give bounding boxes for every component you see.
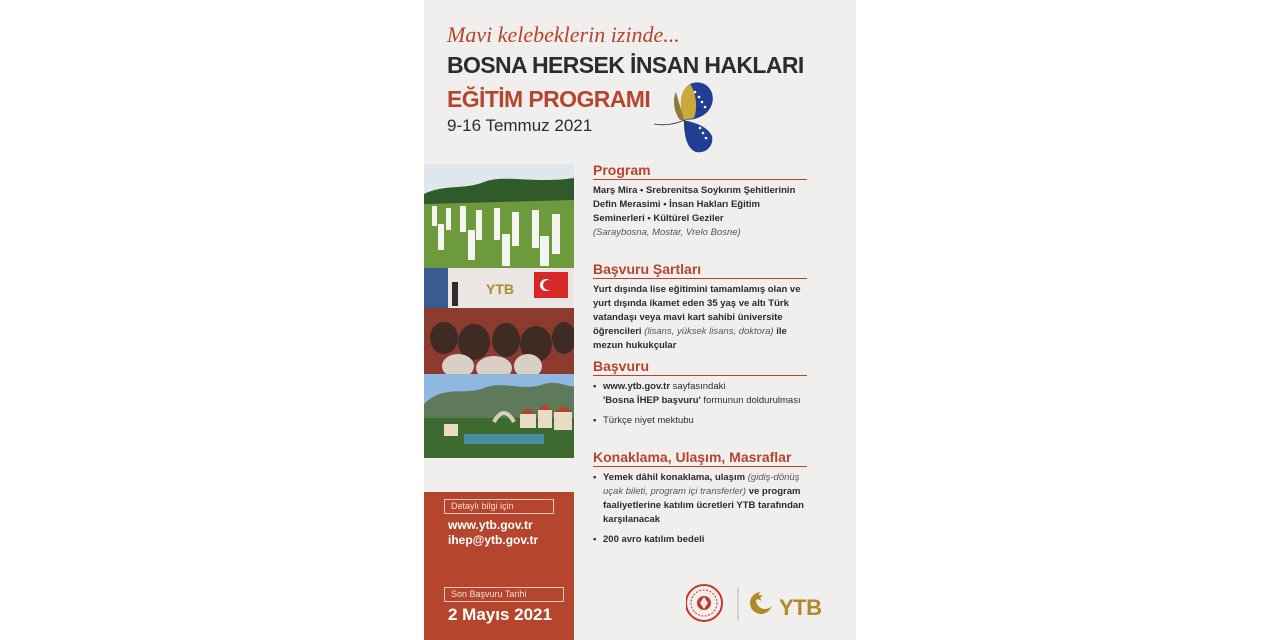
accommodation-text-a: Yemek dâhil konaklama, ulaşım (603, 472, 748, 483)
ytb-crescent-logo (750, 591, 774, 614)
list-item (593, 414, 807, 428)
deadline-label: Son Başvuru Tarihi (444, 587, 564, 602)
accommodation-section (593, 449, 807, 553)
application-text-2: formunun doldurulması (700, 395, 801, 406)
application-text-1: sayfasındaki (670, 381, 726, 392)
list-item (593, 471, 807, 527)
participation-fee: 200 avro katılım bedeli (603, 534, 705, 545)
program-items: Marş Mira • Srebrenitsa Soykırım Şehitlerinin Defin Merasimi • İnsan Hakları Eğitim Seminerleri • Kültürel Geziler (593, 185, 796, 224)
memorial-photo (424, 164, 574, 268)
photo-column (424, 164, 574, 640)
accommodation-text-b: ve program faaliyetlerine katılım ücretleri YTB tarafından karşılanacak (603, 486, 804, 525)
email-link[interactable]: ihep@ytb.gov.tr (448, 533, 539, 547)
website-link[interactable]: www.ytb.gov.tr (448, 518, 533, 532)
list-item (593, 380, 807, 408)
poster (424, 0, 856, 640)
ytb-logo-text: YTB (779, 595, 822, 620)
application-form-name: 'Bosna İHEP başvuru' (603, 395, 701, 406)
requirements-tail: ile mezun hukukçular (593, 326, 787, 351)
deadline-date: 2 Mayıs 2021 (448, 605, 552, 624)
program-dates: 9-16 Temmuz 2021 (447, 116, 593, 135)
requirements-heading: Başvuru Şartları (593, 261, 807, 279)
page-subtitle: EĞİTİM PROGRAMI (447, 86, 651, 112)
tagline: Mavi kelebeklerin izinde... (447, 22, 680, 47)
butterfly-icon (650, 80, 726, 156)
application-heading: Başvuru (593, 358, 807, 376)
accommodation-note: (gidiş-dönüş uçak bileti, program içi transferler) (603, 472, 800, 497)
application-letter: Türkçe niyet mektubu (603, 415, 694, 426)
program-text (593, 184, 807, 240)
list-item (593, 533, 807, 547)
application-list (593, 380, 807, 428)
program-locations: (Saraybosna, Mostar, Vrelo Bosne) (593, 227, 741, 238)
mostar-photo (424, 374, 574, 458)
requirements-section (593, 261, 807, 353)
details-label: Detaylı bilgi için (444, 499, 554, 514)
program-heading: Program (593, 162, 807, 180)
contact-panel (424, 492, 574, 640)
application-section (593, 358, 807, 434)
accommodation-heading: Konaklama, Ulaşım, Masraflar (593, 449, 807, 467)
requirements-main: Yurt dışında lise eğitimini tamamlamış olan ve yurt dışında ikamet eden 35 yaş ve altı Türk vatandaşı veya mavi kart sahibi üniversite öğrencileri (593, 284, 801, 337)
requirements-degrees: (lisans, yüksek lisans, doktora) (644, 326, 774, 337)
program-section (593, 162, 807, 240)
accommodation-list (593, 471, 807, 547)
requirements-text (593, 283, 807, 353)
page-title: BOSNA HERSEK İNSAN HAKLARI (447, 52, 804, 78)
seminar-photo (424, 268, 574, 374)
application-url[interactable]: www.ytb.gov.tr (603, 381, 671, 392)
svg-text:YTB: YTB (486, 281, 514, 297)
ministry-seal-logo (686, 585, 722, 621)
